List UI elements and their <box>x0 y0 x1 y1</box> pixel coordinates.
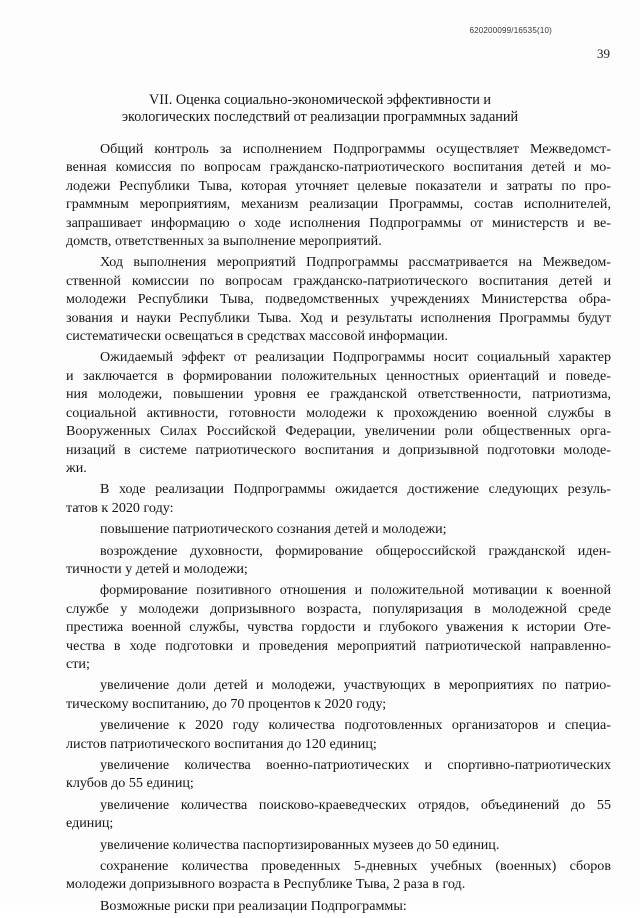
paragraph-line: сохранение количества проведенных 5-дневных учебных (военных) сборов <box>100 858 611 875</box>
paragraph <box>66 480 611 517</box>
paragraph-line: тичности у детей и молодежи; <box>66 560 248 577</box>
paragraph-line: повышение патриотического сознания детей и молодежи; <box>100 521 447 538</box>
paragraph-line: чества в ходе подготовки и проведения мероприятий патриотической направленно- <box>66 637 611 654</box>
paragraph-line: граммным мероприятиям, механизм реализации Программы, состав исполнителей, <box>66 196 611 213</box>
body-text <box>66 140 611 918</box>
paragraph-line: увеличение количества поисково-краеведческих отрядов, объединений до 55 <box>100 796 611 813</box>
paragraph-line: Ход выполнения мероприятий Подпрограммы рассматривается на Межведом- <box>100 254 611 271</box>
paragraph <box>66 676 611 713</box>
paragraph <box>66 796 611 833</box>
document-code: 620200099/16535(10) <box>469 26 552 35</box>
paragraph-line: тическому воспитанию, до 70 процентов к 2020 году; <box>66 695 387 712</box>
paragraph-line: Возможные риски при реализации Подпрограммы: <box>100 897 407 914</box>
paragraph-line: увеличение к 2020 году количества подготовленных организаторов и специа- <box>100 717 611 734</box>
paragraph-line: увеличение количества паспортизированных музеев до 50 единиц. <box>100 836 500 853</box>
page-number: 39 <box>597 46 610 61</box>
paragraph-line: и заключается в формировании положительных ценностных ориентаций и поведе- <box>66 367 611 384</box>
paragraph-line: молодежи Республики Тыва, подведомственных учреждениях Министерства обра- <box>66 291 611 308</box>
paragraph-line: листов патриотического воспитания до 120 единиц; <box>66 735 377 752</box>
paragraph <box>66 348 611 477</box>
paragraph <box>66 140 611 250</box>
paragraph <box>66 836 611 854</box>
paragraph-line: жи. <box>66 459 87 476</box>
paragraph-line: формирование позитивного отношения и положительной мотивации к военной <box>100 582 611 599</box>
paragraph <box>66 756 611 793</box>
paragraph-line: запрашивает информацию о ходе исполнения Подпрограммы от министерств и ве- <box>66 214 611 231</box>
paragraph <box>66 542 611 579</box>
paragraph <box>66 897 611 915</box>
paragraph-line: клубов до 55 единиц; <box>66 775 194 792</box>
paragraph <box>66 520 611 538</box>
paragraph-line: Вооруженных Силах Российской Федерации, увеличении роли общественных орга- <box>66 423 611 440</box>
paragraph-line: социальной активности, готовности молодежи к прохождению военной службы в <box>66 404 611 421</box>
paragraph-line: венная комиссия по вопросам гражданско-патриотического воспитания детей и мо- <box>66 159 611 176</box>
paragraph <box>66 857 611 894</box>
paragraph-line: татов к 2020 году: <box>66 499 174 516</box>
paragraph-line: лодежи Республики Тыва, которая уточняет целевые показатели и затраты по про- <box>66 177 611 194</box>
paragraph <box>66 716 611 753</box>
paragraph-line: В ходе реализации Подпрограммы ожидается достижение следующих резуль- <box>100 481 611 498</box>
paragraph-line: возрождение духовности, формирование общероссийской гражданской иден- <box>100 542 611 559</box>
paragraph-line: службе у молодежи допризывного возраста, популяризация в молодежной среде <box>66 600 611 617</box>
section-title <box>60 92 580 126</box>
section-title-line: VII. Оценка социально-экономической эффективности и <box>149 92 491 108</box>
paragraph <box>66 253 611 345</box>
paragraph-line: престижа военной службы, чувства гордости и глубокого уважения к истории Оте- <box>66 619 611 636</box>
paragraph-line: увеличение количества военно-патриотических и спортивно-патриотических <box>100 757 611 773</box>
paragraph-line: домств, ответственных за выполнение мероприятий. <box>66 233 382 250</box>
paragraph <box>66 581 611 673</box>
paragraph-line: молодежи допризывного возраста в Республике Тыва, 2 раза в год. <box>66 876 466 893</box>
paragraph-line: Ожидаемый эффект от реализации Подпрограммы носит социальный характер <box>100 349 611 366</box>
section-title-line: экологических последствий от реализации программных заданий <box>121 109 519 125</box>
paragraph-line: единиц; <box>66 815 114 832</box>
paragraph-line: низаций в системе патриотического воспитания и допризывной подготовки молоде- <box>66 441 611 458</box>
paragraph-line: систематически освещаться в средствах массовой информации. <box>66 328 448 345</box>
paragraph-line: ственной комиссии по вопросам гражданско-патриотического воспитания детей и <box>66 272 611 289</box>
paragraph-line: увеличение доли детей и молодежи, участвующих в мероприятиях по патрио- <box>100 677 611 694</box>
paragraph-line: ния молодежи, повышении уровня ее гражданской ответственности, патриотизма, <box>66 386 611 403</box>
paragraph-line: сти; <box>66 655 90 672</box>
paragraph-line: Общий контроль за исполнением Подпрограммы осуществляет Межведомст- <box>100 141 611 157</box>
paragraph-line: зования и науки Республики Тыва. Ход и результаты исполнения Программы будут <box>66 309 611 326</box>
